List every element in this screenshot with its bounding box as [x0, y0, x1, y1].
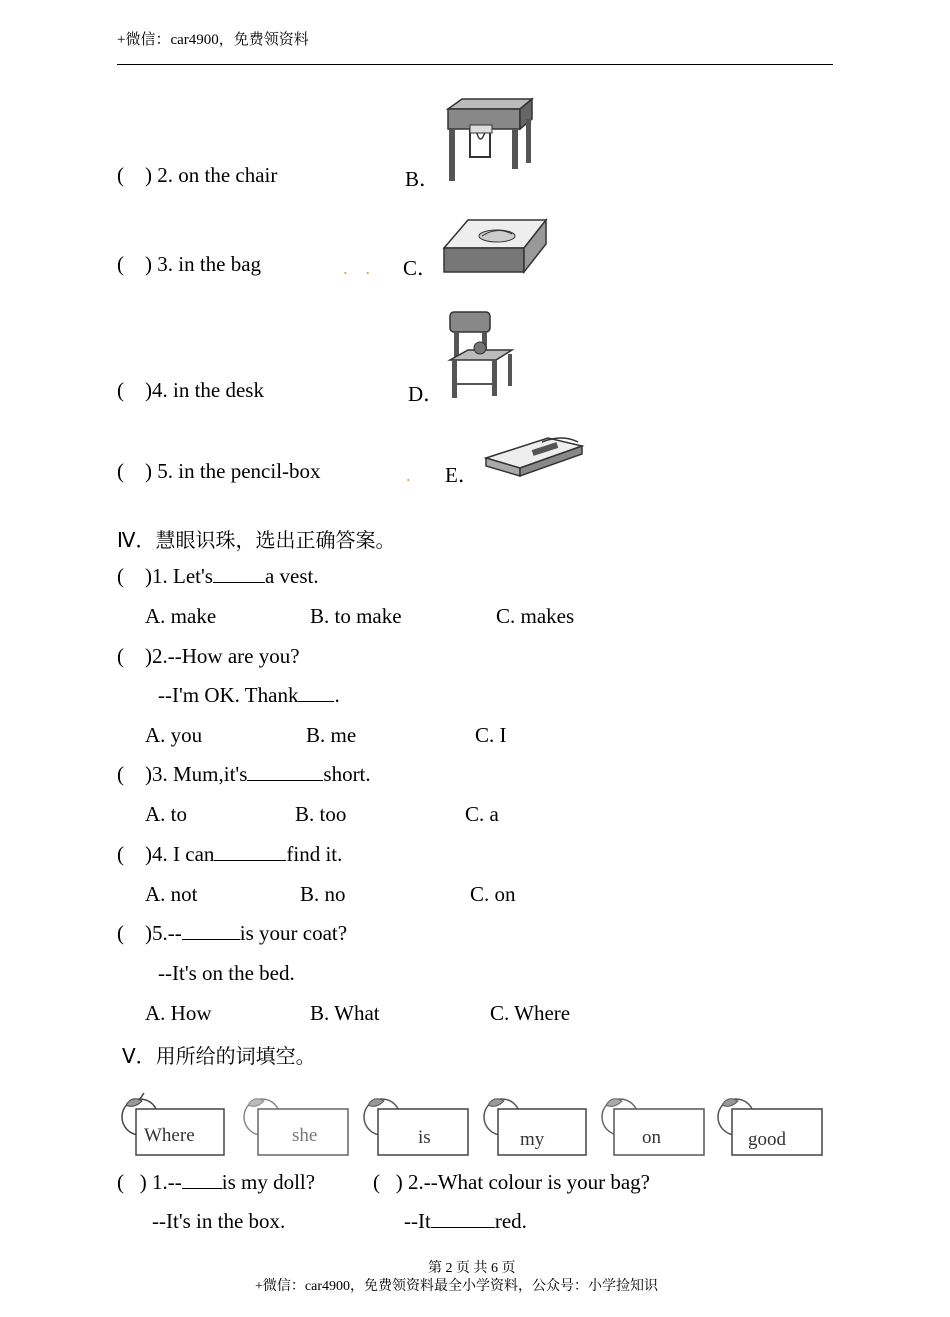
s4-question-1: ( )1. Let's a vest. — [117, 564, 319, 588]
s4-q2-line2: --I'm OK. Thank . — [158, 683, 340, 707]
match-letter-d: D． — [408, 382, 445, 406]
apple-icon — [360, 1091, 470, 1161]
stray-dot: . . — [343, 258, 370, 278]
section-4-title: Ⅳ．慧眼识珠，选出正确答案。 — [117, 528, 396, 552]
s4-q4-option-a: A. not — [145, 882, 198, 906]
s4-q2-option-b: B. me — [306, 723, 357, 747]
s4-q3-option-a: A. to — [145, 802, 187, 826]
s4-q3-option-c: C. a — [465, 802, 499, 826]
section-5-title: Ⅴ．用所给的词填空。 — [122, 1044, 316, 1068]
page-number: 第 2 页 共 6 页 — [428, 1261, 516, 1276]
stray-dot: . — [406, 465, 411, 485]
s4-q5-option-a: A. How — [145, 1001, 212, 1025]
pencil-box-picture — [482, 432, 586, 480]
s4-q2-option-c: C. I — [475, 723, 507, 747]
s4-question-3: ( )3. Mum,it's short. — [117, 762, 371, 786]
s5-q1-line2: --It's in the box. — [152, 1209, 286, 1233]
word-card-good: good — [714, 1091, 824, 1161]
s4-q1-option-b: B. to make — [310, 604, 402, 628]
s4-question-2: ( )2.--How are you? — [117, 644, 300, 668]
s4-q5-option-c: C. Where — [490, 1001, 571, 1025]
s4-question-5: ( )5.-- is your coat? — [117, 921, 348, 945]
s4-q5-line2: --It's on the bed. — [158, 961, 295, 985]
header-rule — [117, 64, 833, 65]
s5-question-1: ( ) 1.-- is my doll? — [117, 1170, 316, 1194]
word-card-is: is — [360, 1091, 470, 1161]
match-row-5: ( ) 5. in the pencil-box — [117, 459, 321, 483]
s4-question-4: ( )4. I can find it. — [117, 842, 343, 866]
desk-with-bag-picture — [440, 97, 536, 185]
box-picture — [442, 218, 548, 274]
word-card-she: she — [240, 1091, 350, 1161]
footer-text: +微信：car4900，免费领资料最全小学资料，公众号：小学捡知识 — [255, 1279, 658, 1294]
match-row-3: ( ) 3. in the bag — [117, 252, 262, 276]
word-card-where: Where — [118, 1091, 228, 1161]
s5-q2-line2: --It red. — [404, 1209, 527, 1233]
s4-q4-option-c: C. on — [470, 882, 516, 906]
s4-q4-option-b: B. no — [300, 882, 346, 906]
match-row-4: ( )4. in the desk — [117, 378, 264, 402]
s4-q1-option-c: C. makes — [496, 604, 575, 628]
match-letter-c: C． — [403, 256, 439, 280]
word-card-on: on — [598, 1091, 708, 1161]
header-text: +微信：car4900，免费领资料 — [117, 32, 309, 48]
s5-question-2: ( ) 2.--What colour is your bag? — [373, 1170, 651, 1194]
word-card-my: my — [480, 1091, 590, 1161]
match-row-2: ( ) 2. on the chair — [117, 163, 278, 187]
s4-q5-option-b: B. What — [310, 1001, 380, 1025]
chair-picture — [446, 310, 518, 400]
apple-icon — [598, 1091, 708, 1161]
s4-q2-option-a: A. you — [145, 723, 203, 747]
s4-q3-option-b: B. too — [295, 802, 347, 826]
match-letter-e: E． — [445, 463, 479, 487]
s4-q1-option-a: A. make — [145, 604, 217, 628]
match-letter-b: B． — [405, 167, 441, 191]
